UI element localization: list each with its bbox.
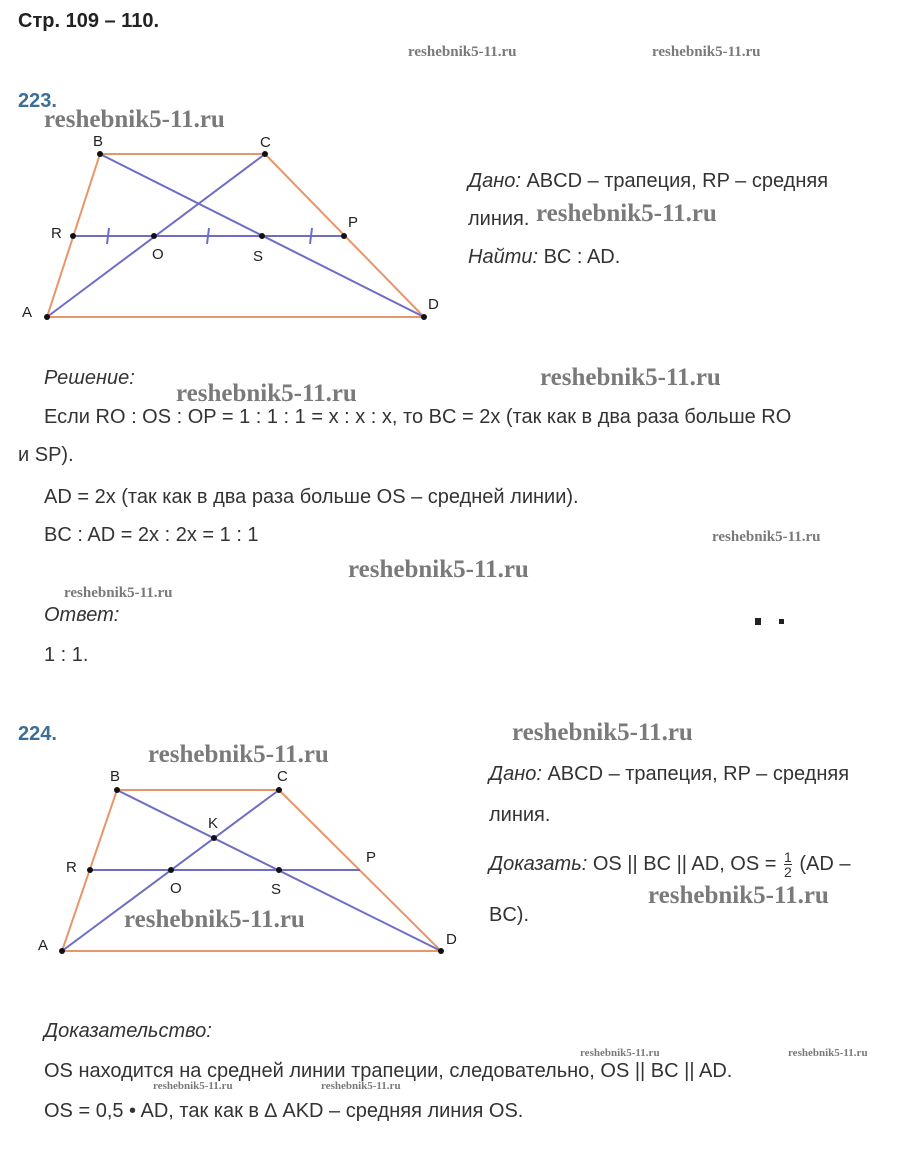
watermark: reshebnik5-11.ru <box>348 556 529 583</box>
point-r <box>87 867 93 873</box>
point-c <box>276 787 282 793</box>
fraction-numerator: 1 <box>784 849 792 866</box>
watermark: reshebnik5-11.ru <box>44 106 225 133</box>
solution-label: Решение: <box>44 367 135 389</box>
proof-line-2: OS = 0,5 • AD, так как в ∆ AKD – средняя линия OS. <box>44 1100 524 1122</box>
fraction-one-half <box>784 850 792 879</box>
page-title: Стр. 109 – 110. <box>18 10 159 32</box>
prove-label: Доказать: <box>489 853 588 875</box>
given-text: ABCD – трапеция, RP – средняя <box>526 170 829 192</box>
proof-line-1: OS находится на средней линии трапеции, следовательно, OS || BC || AD. <box>44 1060 733 1082</box>
watermark: reshebnik5-11.ru <box>648 882 829 909</box>
label-o: O <box>152 246 164 263</box>
watermark: reshebnik5-11.ru <box>124 906 305 933</box>
prove-224 <box>489 845 851 883</box>
watermark: reshebnik5-11.ru <box>540 364 721 391</box>
trapezoid-diagram-224 <box>0 0 480 960</box>
point-a <box>59 948 65 954</box>
watermark: reshebnik5-11.ru <box>153 1080 233 1092</box>
label-d: D <box>428 296 439 313</box>
watermark: reshebnik5-11.ru <box>536 200 717 227</box>
label-a: A <box>38 937 49 954</box>
find-223 <box>468 238 620 276</box>
given-224 <box>489 755 909 793</box>
watermark: reshebnik5-11.ru <box>176 380 357 407</box>
point-b <box>114 787 120 793</box>
label-d: D <box>446 931 457 948</box>
solution-line-2: и SP). <box>18 444 74 466</box>
find-label: Найти: <box>468 246 539 268</box>
watermark: reshebnik5-11.ru <box>64 585 173 601</box>
point-o <box>168 867 174 873</box>
watermark: reshebnik5-11.ru <box>148 741 329 768</box>
label-a: A <box>22 304 33 321</box>
find-text: BC : AD. <box>543 246 621 268</box>
point-s <box>276 867 282 873</box>
label-c: C <box>260 134 271 151</box>
solution-line-3: AD = 2x (так как в два раза больше OS – средней линии). <box>44 486 579 508</box>
fraction-denominator: 2 <box>784 864 792 881</box>
given-223 <box>468 162 908 200</box>
label-r: R <box>51 225 62 242</box>
watermark: reshebnik5-11.ru <box>580 1047 660 1059</box>
solution-line-4: BC : AD = 2x : 2x = 1 : 1 <box>44 524 259 546</box>
watermark: reshebnik5-11.ru <box>788 1047 868 1059</box>
label-p: P <box>348 214 359 231</box>
given-label: Дано: <box>468 170 521 192</box>
mark <box>779 619 784 624</box>
given-224-line2: линия. <box>489 804 551 826</box>
watermark: reshebnik5-11.ru <box>321 1080 401 1092</box>
label-r: R <box>66 859 77 876</box>
watermark: reshebnik5-11.ru <box>712 529 821 545</box>
watermark: reshebnik5-11.ru <box>408 44 517 60</box>
label-o: O <box>170 880 182 897</box>
given-text: ABCD – трапеция, RP – средняя <box>547 763 850 785</box>
label-p: P <box>366 849 377 866</box>
given-label: Дано: <box>489 763 542 785</box>
prove-text-tail: (AD – <box>799 853 851 875</box>
answer-text: 1 : 1. <box>44 644 89 666</box>
label-s: S <box>271 881 282 898</box>
solution-line-1: Если RO : OS : OP = 1 : 1 : 1 = x : x : x, то BC = 2x (так как в два раза больше RO <box>44 406 792 428</box>
prove-224-line2: BC). <box>489 904 529 926</box>
point-k <box>211 835 217 841</box>
answer-label: Ответ: <box>44 604 120 626</box>
given-223-line2: линия. <box>468 208 530 230</box>
prove-text: OS || BC || AD, OS = <box>592 853 777 875</box>
label-s: S <box>253 248 264 265</box>
label-b: B <box>93 133 104 150</box>
label-c: C <box>277 768 288 785</box>
watermark: reshebnik5-11.ru <box>652 44 761 60</box>
proof-label: Доказательство: <box>44 1020 212 1042</box>
point-d <box>438 948 444 954</box>
label-b: B <box>110 768 121 785</box>
watermark: reshebnik5-11.ru <box>512 719 693 746</box>
problem-number: 223. <box>18 90 57 112</box>
problem-number: 224. <box>18 723 57 745</box>
label-k: K <box>208 815 219 832</box>
mark <box>755 618 761 625</box>
